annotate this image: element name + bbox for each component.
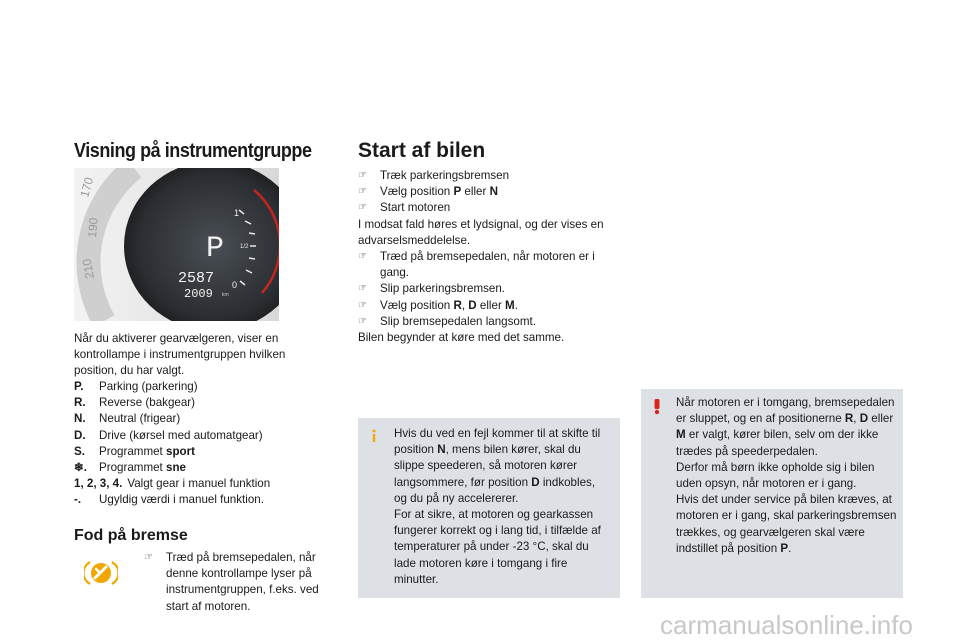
arrow-bullet-icon: ☞ (358, 283, 367, 295)
fuel-empty-label: 0 (232, 280, 238, 290)
warning-icon (648, 397, 666, 415)
speed-label-170: 170 (77, 175, 97, 199)
fuel-half-label: 1/2 (240, 244, 249, 250)
list-item: D. Drive (kørsel med automatgear) (74, 428, 263, 442)
gear-indicator: P (206, 232, 225, 266)
list-item: R. Reverse (bakgear) (74, 396, 196, 410)
speed-label-190: 190 (85, 217, 101, 239)
trip-meter: 2009 (184, 287, 213, 301)
gear-intro: Når du aktiverer gearvælgeren, viser en kontrollampe i instrumentgruppen hvilken position, du har valgt. (74, 332, 286, 378)
cluster-illustration (74, 168, 279, 321)
speed-label-210: 210 (79, 257, 97, 280)
arrow-bullet-icon: ☞ (358, 202, 367, 214)
arrow-bullet-icon: ☞ (358, 315, 367, 327)
list-item: ❄. Programmet sne (74, 460, 314, 476)
list-item: P. Parking (parkering) (74, 380, 198, 393)
arrow-bullet-icon: ☞ (358, 186, 367, 198)
brake-instruction: ☞ Træd på bremsepedalen, når denne kontrollampe lyser på instrumentgruppen, f.eks. ved start af motoren. (144, 550, 324, 615)
info-text: Hvis du ved en fejl kommer til at skifte til position N, mens bilen kører, skal du slippe speederen, så motoren kører langsommere, før position D indkobles, og du på ny accelererer. For at sikre, at motoren og gearkassen fungerer korrekt og i lang tid, i tilfælde af temperaturer på under -23 °C, skal du lade motoren køre i tomgang i fire minutter. (394, 427, 601, 586)
trip-unit: km (222, 292, 229, 298)
start-instructions: ☞ Træk parkeringsbremsen ☞ Vælg position P eller N ☞ Start motoren I modsat fald høres et lydsignal, og der vises en advarselsmeddelelse. ☞ Træd på bremsepedalen, når motoren er i gang. ☞ Slip parkeringsbremsen. ☞ Vælg position R, D eller M. ☞ Slip bremsepedalen langsomt. Bilen begynder at køre med det samme. (358, 168, 623, 346)
instrument-cluster-image (74, 168, 279, 321)
arrow-bullet-icon: ☞ (358, 170, 367, 181)
brake-pedal-icon (84, 558, 118, 588)
list-item: 1, 2, 3, 4. Valgt gear i manuel funktion (74, 477, 271, 491)
section-title-brake: Fod på bremse (74, 527, 188, 544)
info-icon (366, 428, 382, 444)
list-item: N. Neutral (frigear) (74, 412, 181, 426)
watermark: carmanualsonline.info (660, 610, 913, 640)
arrow-bullet-icon: ☞ (144, 552, 153, 563)
info-box (358, 418, 620, 598)
snowflake-icon: ❄. (74, 461, 87, 475)
result-paragraph: Bilen begynder at køre med det samme. (358, 331, 565, 345)
section-title-instrument: Visning på instrumentgruppe (74, 140, 312, 162)
odometer: 2587 (178, 270, 215, 287)
section-title-start: Start af bilen (358, 139, 486, 162)
list-item: -. Ugyldig værdi i manuel funktion. (74, 493, 264, 507)
warning-box (641, 389, 903, 598)
list-item: S. Programmet sport (74, 444, 195, 458)
warning-text: Når motoren er i tomgang, bremsepedalen er sluppet, og en af positionerne R, D eller M er valgt, kører bilen, selv om der ikke trædes på speederpedalen. Derfor må børn ikke opholde sig i bilen uden opsyn, når motoren er i gang. Hvis det under service på bilen kræves, at motoren er i gang, skal parkeringsbremsen trækkes, og gearvælgeren skal være indstillet på position P. (676, 396, 897, 555)
fuel-full-label: 1 (234, 208, 240, 218)
arrow-bullet-icon: ☞ (358, 251, 367, 263)
warning-paragraph: I modsat fald høres et lydsignal, og der vises en advarselsmeddelelse. (358, 217, 604, 247)
arrow-bullet-icon: ☞ (358, 299, 367, 311)
gear-position-list (74, 379, 314, 509)
